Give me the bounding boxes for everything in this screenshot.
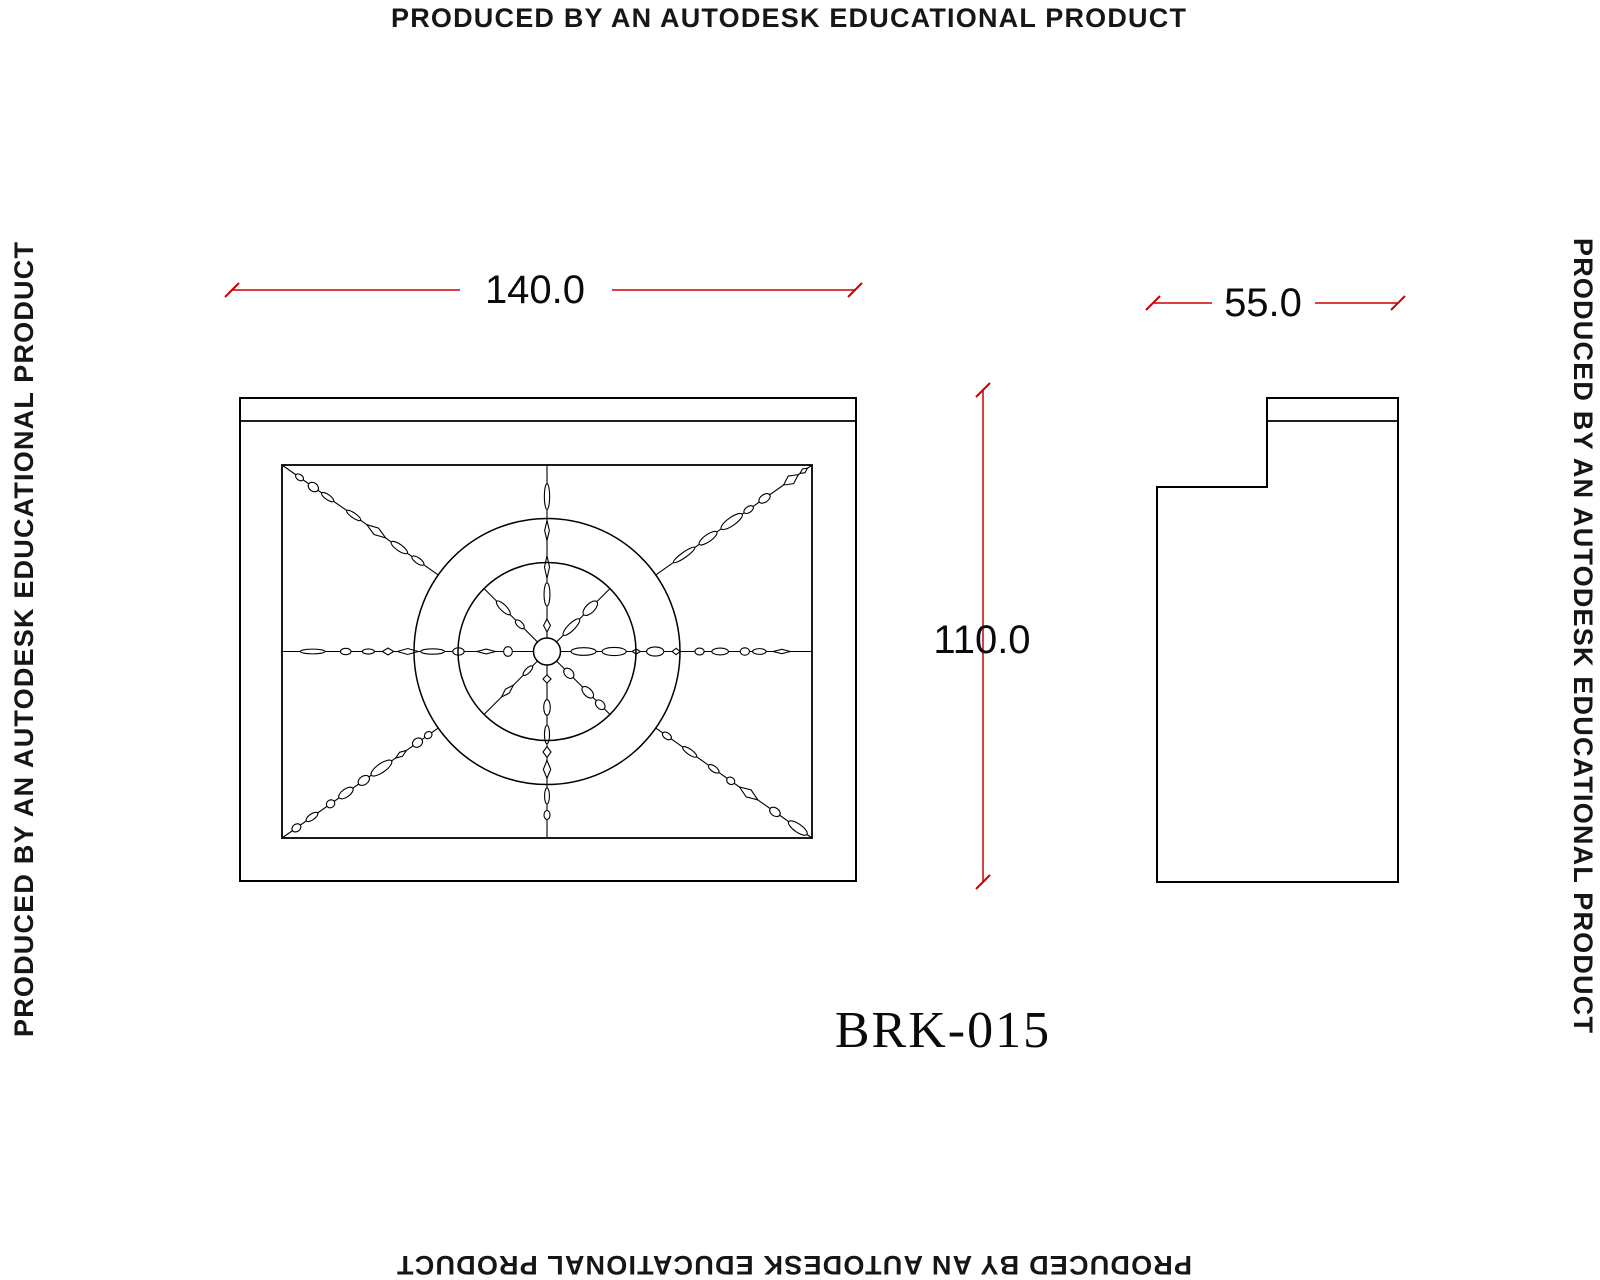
chain-oval-bead [786, 818, 809, 837]
chain-oval-bead [602, 647, 626, 655]
chain-oval-bead [340, 648, 351, 654]
chain-oval-bead [522, 664, 534, 676]
chain-oval-bead [753, 649, 767, 655]
watermark-right: PRODUCED BY AN AUTODESK EDUCATIONAL PRODUCT [1568, 238, 1598, 1035]
chain-oval-bead [571, 648, 596, 656]
watermark-left: PRODUCED BY AN AUTODESK EDUCATIONAL PRODUCT [9, 240, 39, 1037]
side-view [1157, 398, 1398, 882]
chain-oval-bead [768, 805, 782, 818]
chain-diamond-bead [737, 783, 760, 803]
front-view [240, 398, 856, 881]
chain-oval-bead [681, 745, 698, 759]
chain-oval-bead [514, 618, 526, 630]
chain-oval-bead [495, 599, 513, 617]
chain-oval-bead [362, 649, 374, 654]
chain-oval-bead [504, 647, 513, 657]
chain-oval-bead [411, 554, 426, 567]
chain-oval-bead [697, 529, 719, 547]
chain-oval-bead [421, 649, 445, 654]
chain-diamond-bead [382, 648, 393, 655]
chain-diamond-bead [773, 649, 790, 653]
watermark-top: PRODUCED BY AN AUTODESK EDUCATIONAL PRODUCT [391, 3, 1188, 33]
chain-oval-bead [743, 504, 755, 515]
chain-oval-bead [707, 763, 720, 775]
chain-oval-bead [305, 811, 320, 824]
chain-oval-bead [581, 599, 600, 618]
chain-oval-bead [320, 491, 335, 504]
chain-diamond-bead [544, 556, 549, 578]
chain-oval-bead [345, 509, 362, 523]
chain-diamond-bead [781, 471, 801, 489]
chain-oval-bead [757, 492, 772, 506]
chain-diamond-bead [544, 619, 551, 632]
chain-oval-bead [672, 545, 696, 564]
chain-diamond-bead [543, 675, 551, 683]
chain-diamond-bead [799, 466, 809, 475]
chain-diamond-bead [397, 649, 418, 655]
chain-diamond-bead [543, 760, 550, 778]
chain-diamond-bead [672, 648, 680, 654]
dimension-value-front-height: 110.0 [933, 618, 1031, 662]
chain-diamond-bead [500, 683, 516, 699]
side-profile-outline [1157, 398, 1398, 882]
chain-oval-bead [544, 811, 550, 820]
chain-diamond-bead [394, 749, 408, 761]
chain-oval-bead [325, 798, 337, 809]
watermark-bottom: PRODUCED BY AN AUTODESK EDUCATIONAL PRODUCT [395, 1250, 1192, 1280]
wheel-hub [534, 638, 561, 665]
chain-line [484, 588, 538, 642]
chain-oval-bead [306, 480, 320, 493]
chain-oval-bead [695, 648, 704, 655]
chain-diamond-bead [477, 649, 496, 654]
chain-oval-bead [740, 648, 749, 655]
chain-oval-bead [725, 776, 736, 787]
dimension-value-front-width: 140.0 [484, 268, 586, 312]
chain-oval-bead [544, 700, 551, 716]
chain-oval-bead [545, 788, 550, 804]
chain-oval-bead [369, 757, 394, 778]
chain-oval-bead [561, 617, 582, 638]
chain-oval-bead [389, 539, 409, 555]
chain-oval-bead [337, 785, 355, 801]
chain-oval-bead [544, 583, 550, 606]
chain-oval-bead [661, 731, 673, 742]
chain-oval-bead [294, 472, 304, 482]
chain-oval-bead [719, 511, 745, 532]
chain-oval-bead [647, 647, 664, 656]
chain-oval-bead [290, 822, 302, 834]
chain-oval-bead [300, 649, 325, 654]
dimension-value-side-width: 55.0 [1224, 281, 1302, 325]
chain-diamond-bead [543, 747, 551, 758]
chain-diamond-bead [545, 521, 550, 541]
part-label: BRK-015 [834, 1002, 1052, 1059]
chain-oval-bead [356, 773, 371, 787]
chain-oval-bead [544, 484, 549, 510]
chain-oval-bead [712, 648, 729, 655]
chain-diamond-bead [365, 521, 388, 541]
chain-oval-bead [423, 730, 433, 740]
chain-oval-bead [411, 736, 425, 749]
